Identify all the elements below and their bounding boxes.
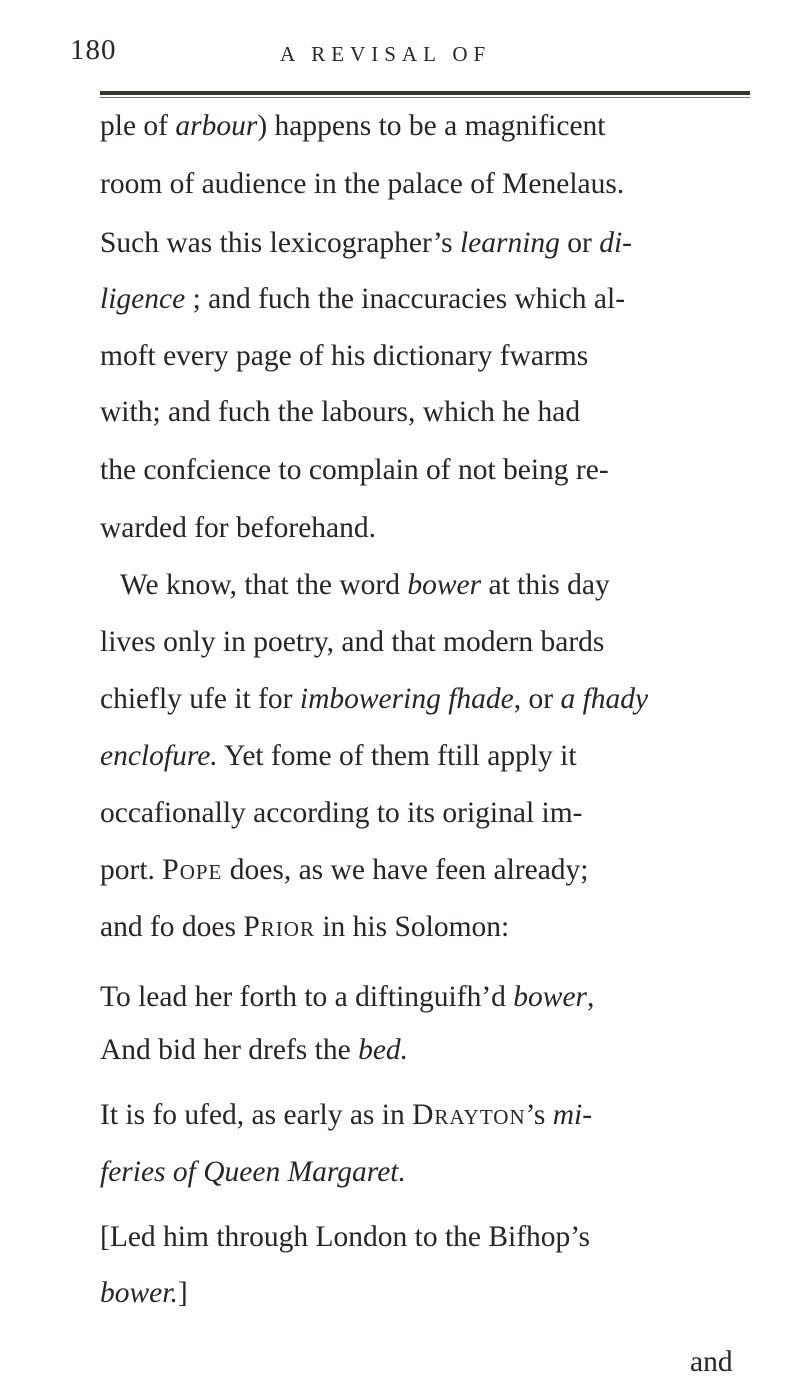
text-run: in his Solomon: (314, 911, 510, 944)
italic-word: bower. (100, 1276, 178, 1309)
small-caps-name: Prior (243, 911, 315, 944)
text-run: To lead her forth to a diftinguifh’d (100, 980, 514, 1013)
quote-line: [Led him through London to the Bifhop’s (100, 1221, 590, 1254)
text-run: ) happens to be a magnificent (257, 110, 606, 142)
small-caps-name: Drayton (412, 1099, 526, 1131)
italic-word: di- (599, 226, 633, 259)
text-line (100, 853, 589, 886)
text-line: lives only in poetry, and that modern bards (100, 626, 605, 659)
text-run: chiefly ufe it for (100, 682, 300, 715)
text-line: feries of Queen Margaret. (100, 1156, 406, 1189)
quote-line (100, 1276, 188, 1309)
small-caps-name: Pope (162, 853, 223, 886)
italic-word: bed. (358, 1034, 409, 1067)
text-run: ] (177, 1276, 188, 1309)
text-run: does, as we have feen already; (222, 853, 589, 886)
text-run: ple of (100, 110, 176, 142)
text-run: at this day (481, 568, 610, 601)
text-line (100, 913, 509, 943)
text-run: , or (513, 682, 561, 715)
text-run: And bid her drefs the (100, 1034, 359, 1067)
text-line (100, 285, 625, 315)
text-line (100, 682, 649, 715)
italic-word: mi- (552, 1099, 593, 1131)
text-line: the confcience to complain of not being re- (100, 454, 609, 487)
text-line: room of audience in the palace of Menelaus. (100, 168, 625, 201)
italic-word: ligence (100, 283, 186, 315)
text-line (100, 742, 577, 772)
catchword: and (690, 1346, 733, 1378)
text-line (120, 568, 610, 601)
text-run: and fo does (100, 911, 244, 944)
italic-word: imbowering fhade (299, 682, 514, 715)
text-line: with; and fuch the labours, which he had (100, 395, 581, 428)
text-run: It is fo ufed, as early as in (100, 1099, 413, 1131)
text-line: occafionally according to its original im- (100, 797, 583, 830)
page-header (70, 34, 750, 74)
text-run: We know, that the word (120, 568, 408, 601)
italic-word: bower (407, 568, 482, 601)
quote-line (100, 1036, 408, 1066)
text-line (100, 112, 605, 142)
text-line (100, 226, 633, 259)
text-run: or (559, 226, 600, 259)
header-rule-thin (100, 97, 750, 98)
text-run: Such was this lexicographer’s (100, 226, 460, 259)
text-run: ’s (525, 1099, 553, 1131)
text-run: Yet fome of them ftill apply it (217, 740, 577, 772)
italic-word: a fhady (560, 682, 649, 715)
text-line: warded for beforehand. (100, 511, 377, 544)
italic-word: enclofure. (100, 740, 218, 772)
text-run: ; and fuch the inaccuracies which al- (185, 283, 626, 315)
quote-line (100, 980, 595, 1013)
page-number: 180 (70, 34, 117, 66)
text-run: port. (100, 853, 163, 886)
text-line: moft every page of his dictionary fwarms (100, 340, 589, 373)
text-line (100, 1101, 592, 1131)
running-head: A REVISAL OF (280, 42, 492, 66)
italic-word: arbour (175, 110, 258, 142)
text-run: , (587, 980, 595, 1013)
header-rule (100, 91, 750, 95)
italic-word: learning (459, 226, 560, 259)
italic-word: bower (513, 980, 588, 1013)
